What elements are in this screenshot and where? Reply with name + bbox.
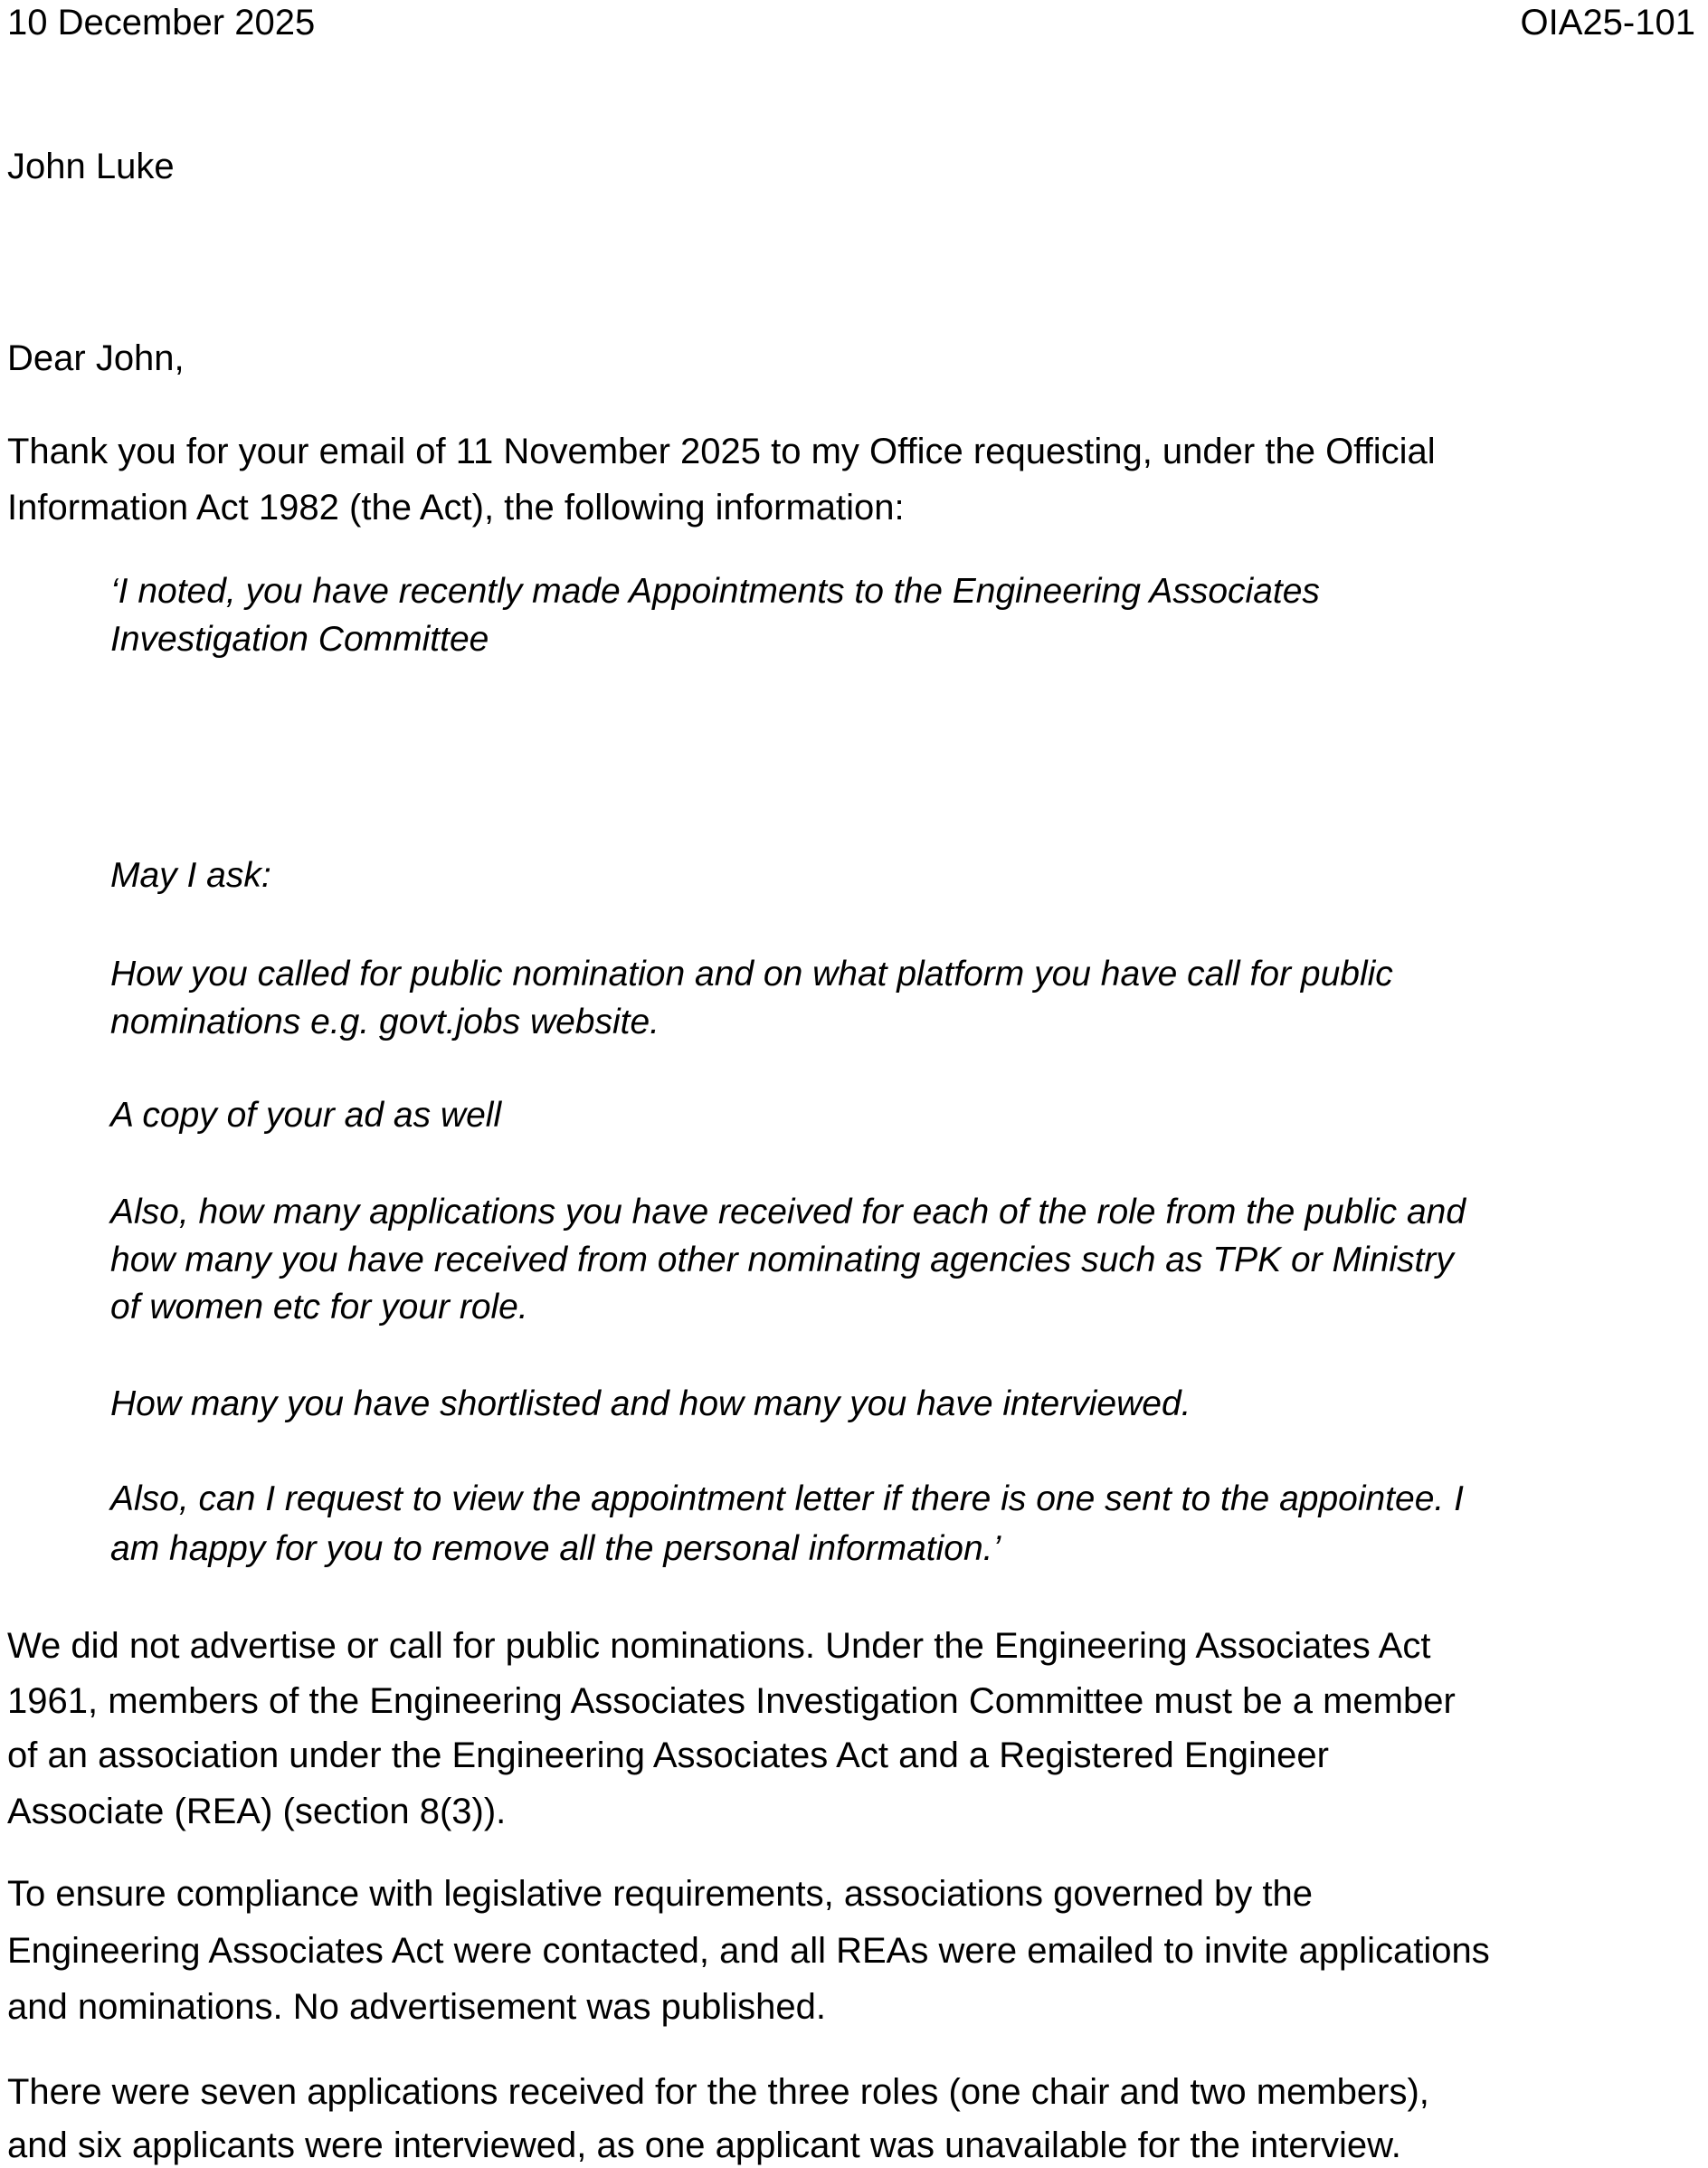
quote-line: A copy of your ad as well: [110, 1096, 502, 1135]
quote-line: nominations e.g. govt.jobs website.: [110, 1003, 660, 1041]
recipient-name: John Luke: [7, 147, 175, 186]
response-line: 1961, members of the Engineering Associates Investigation Committee must be a member: [7, 1681, 1456, 1721]
quote-line: Investigation Committee: [110, 620, 489, 659]
response-line: Associate (REA) (section 8(3)).: [7, 1792, 507, 1831]
quote-line: am happy for you to remove all the personal information.’: [110, 1529, 1001, 1568]
response-line: We did not advertise or call for public nominations. Under the Engineering Associates Act: [7, 1626, 1431, 1666]
response-line: To ensure compliance with legislative requirements, associations governed by the: [7, 1874, 1313, 1914]
quote-line: of women etc for your role.: [110, 1288, 528, 1326]
intro-line: Thank you for your email of 11 November 2025 to my Office requesting, under the Official: [7, 432, 1436, 471]
response-line: Engineering Associates Act were contacted, and all REAs were emailed to invite applications: [7, 1931, 1490, 1971]
quote-line: ‘I noted, you have recently made Appointments to the Engineering Associates: [110, 572, 1320, 611]
quote-line: How you called for public nomination and on what platform you have call for public: [110, 955, 1393, 994]
response-line: There were seven applications received for the three roles (one chair and two members),: [7, 2072, 1429, 2112]
response-line: and six applicants were interviewed, as one applicant was unavailable for the interview.: [7, 2125, 1401, 2165]
reference-number: OIA25-101: [1520, 3, 1695, 43]
intro-line: Information Act 1982 (the Act), the following information:: [7, 488, 905, 528]
quote-line: May I ask:: [110, 856, 271, 895]
response-line: and nominations. No advertisement was published.: [7, 1987, 826, 2027]
quote-line: Also, how many applications you have received for each of the role from the public and: [110, 1193, 1466, 1231]
letter-date: 10 December 2025: [7, 3, 316, 43]
response-line: of an association under the Engineering Associates Act and a Registered Engineer: [7, 1735, 1329, 1775]
quote-line: Also, can I request to view the appointment letter if there is one sent to the appointee. I: [110, 1479, 1464, 1518]
quote-line: how many you have received from other nominating agencies such as TPK or Ministry: [110, 1241, 1454, 1279]
quote-line: How many you have shortlisted and how many you have interviewed.: [110, 1384, 1191, 1423]
salutation: Dear John,: [7, 338, 185, 378]
